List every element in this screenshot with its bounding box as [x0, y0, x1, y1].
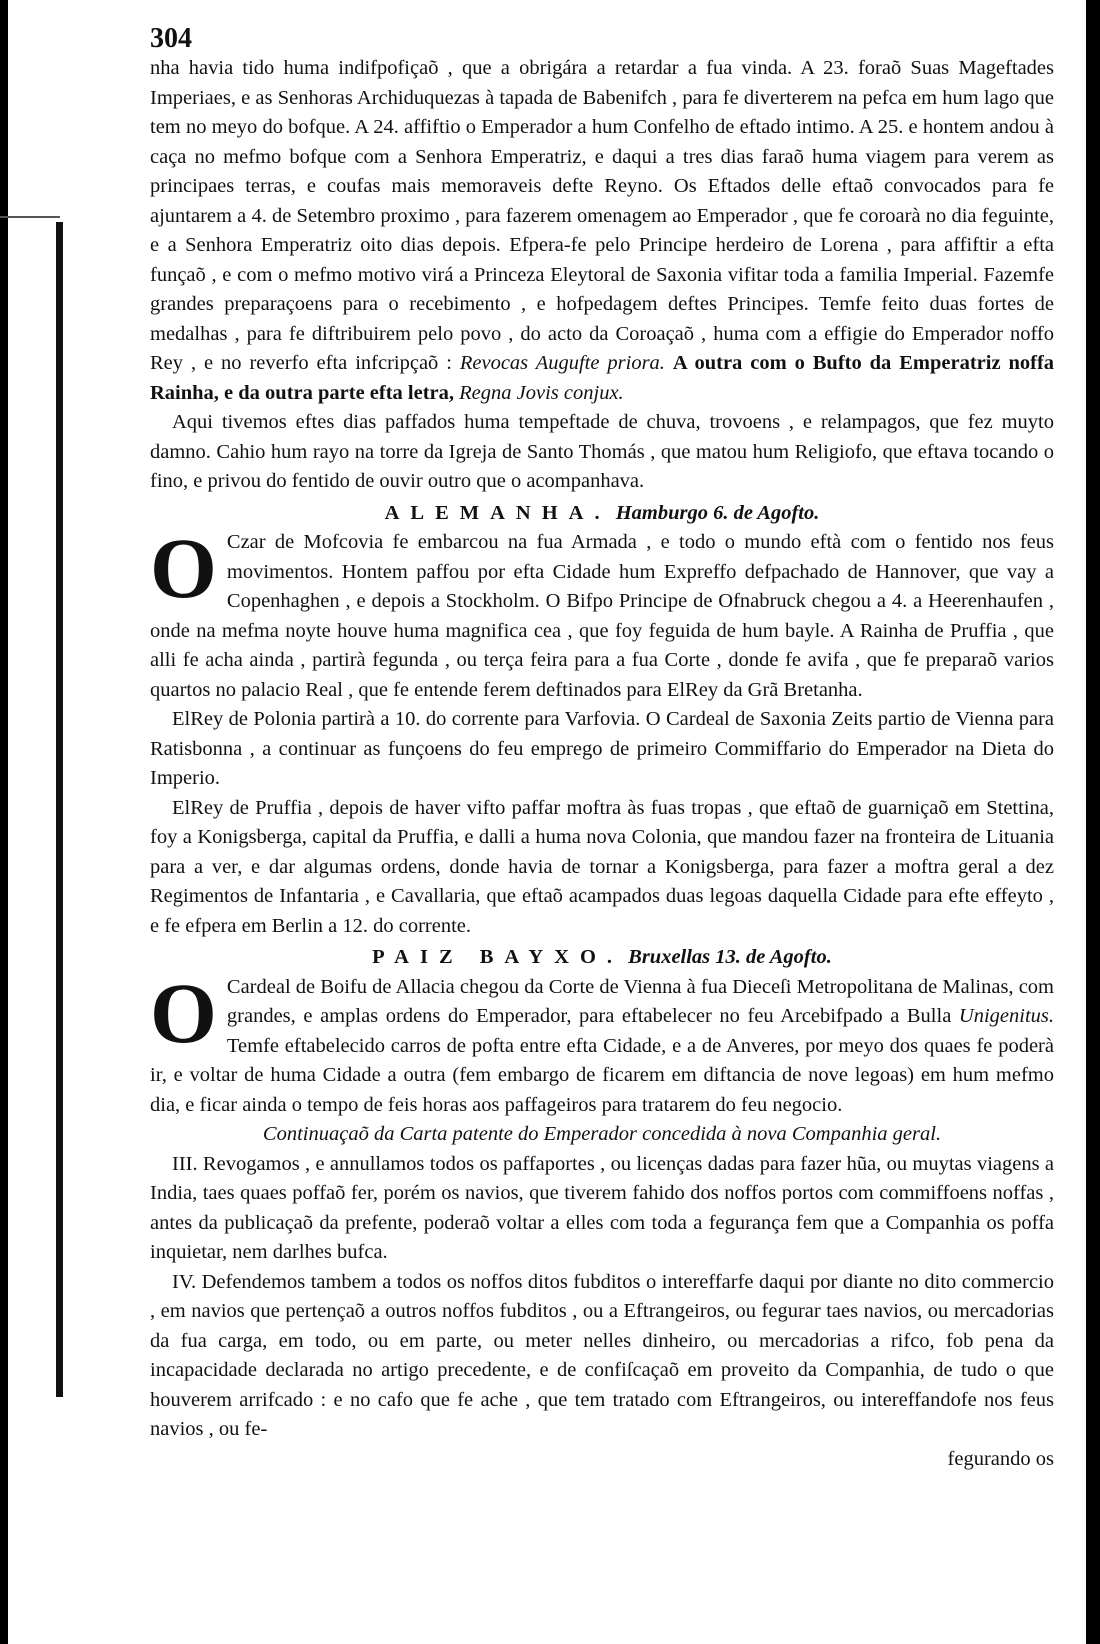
drop-cap: O — [150, 528, 217, 616]
page-right-edge — [1086, 0, 1100, 1644]
binding-mark — [0, 216, 60, 218]
medal-motto: Revocas Augufte priora. — [459, 352, 665, 374]
page-body — [150, 24, 1054, 1474]
catchword: fegurando os — [947, 1447, 1054, 1470]
paragraph-prev-2: Aqui tivemos eftes dias paffados huma tempeftade de chuva, trovoens , e relampagos, que fez muyto damno. Cahio hum rayo na torre da Igreja de Santo Thomás , que matou hum Religiofo, que eftava tocando o fino, e privou do fentido de ouvir outro que o acompanhava. — [150, 411, 1054, 492]
heading-netherlands — [150, 943, 1054, 973]
heading-dateline: Bruxellas 13. de Agofto. — [628, 946, 832, 968]
paragraph-germany-2: ElRey de Polonia partirà a 10. do corrente para Varfovia. O Cardeal de Saxonia Zeits partio de Vienna para Ratisbonna , a continuar as funçoens do feu emprego de primeiro Commiffario do Emperador na Dieta do Imperio. — [150, 708, 1054, 789]
paragraph-netherlands-1: O Cardeal de Boifu de Allacia chegou da Corte de Vienna à fua Dieceſi Metropolitana de Malinas, com grandes, e amplas ordens do Emperador, para eftabelecer no feu Arcebifpado a Bulla Unigenitus. Temfe eftabelecido carros de pofta entre efta Cidade, e a de Anveres, por meyo dos quaes fe poderà ir, e voltar de huma Cidade a outra (fem embargo de ficarem em diftancia de nove legoas) em hum mefmo dia, e ficar ainda o tempo de feis horas aos paffageiros para tratarem do feu negocio. — [150, 972, 1054, 1116]
decree-subtitle: Continuaçaõ da Carta patente do Emperador concedida à nova Companhia geral. — [262, 1123, 942, 1145]
article-3: III. Revogamos , e annullamos todos os paffaportes , ou licenças dadas para fazer hũa, ou muytas viagens a India, taes quaes poffaõ fer, porém os navios, que tiverem fahido dos noffos portos com commiffoens noffas , antes da publicaçaõ da prefente, poderaõ voltar a elles com toda a fegurança fem que a Companhia os poffa inquietar, nem darlhes bufca. — [150, 1152, 1054, 1263]
paragraph-germany-3: ElRey de Pruffia , depois de haver vifto paffar moftra às fuas tropas , que eftaõ de guarniçaõ em Stettina, foy a Konigsberga, capital da Pruffia, e dalli a huma nova Colonia, que mandou fazer na fronteira de Lituania para a ver, e dar algumas ordens, donde havia de tornar a Konigsberga, para fazer a moftra geral a dez Regimentos de Infantaria , e Cavallaria, que eftaõ acampados duas legoas daquella Cidade para efte effeyto , e fe efpera em Berlin a 12. do corrente. — [150, 796, 1054, 937]
heading-germany — [150, 499, 1054, 529]
medal-motto-2: Regna Jovis conjux. — [459, 381, 624, 404]
article-4: IV. Defendemos tambem a todos os noffos ditos fubditos o intereffarfe daqui por diante no dito commercio , em navios que pertençaõ a outros noffos fubditos , ou a Eftrangeiros, ou fegurar taes navios, ou mercadorias da fua carga, em todo, ou em parte, ou meter nelles dinheiro, ou mercadorias a rifco, fob pena da incapacidade declarada no artigo precedente, e de confiſcaçaõ em proveito da Companhia, de tudo o que houverem arrifcado : e no cafo que fe ache , que tem tratado com Eftrangeiros, ou intereffandofe nos feus navios , ou fe- — [150, 1270, 1054, 1440]
heading-dateline: Hamburgo 6. de Agofto. — [615, 501, 820, 524]
bulla-name: Unigenitus. — [958, 1005, 1054, 1027]
paragraph-germany-1: O Czar de Mofcovia fe embarcou na fua Armada , e todo o mundo eftà com o fentido nos feus movimentos. Hontem paffou por efta Cidade hum Expreffo defpachado de Hannover, que vay a Copenhaghen , e depois a Stockholm. O Bifpo Principe de Ofnabruck chegou a 4. a Heerenhaufen , onde na mefma noyte houve huma magnifica cea , que foy feguida de hum bayle. A Rainha de Pruffia , que alli fe acha ainda , partirà fegunda , ou terça feira para a fua Corte , donde fe avifa , que fe preparaõ varios quartos no palacio Real , que fe entende ferem deftinados para ElRey da Grã Bretanha. — [150, 528, 1054, 701]
heading-place: ALEMANHA. — [384, 501, 611, 524]
heading-place: PAIZ BAYXO. — [372, 946, 624, 968]
binding-spine — [56, 222, 63, 1397]
paragraph-prev-1: nha havia tido huma indifpofiçaõ , que a obrigára a retardar a fua vinda. A 23. foraõ Suas Mageftades Imperiaes, e as Senhoras Archiduquezas à tapada de Babenifch , para fe diverterem na pefca em hum lago que tem no meyo do bofque. A 24. affiftio o Emperador a hum Confelho de eftado intimo. A 25. e hontem andou à caça no mefmo bofque com a Senhora Emperatriz, e daqui a tres dias faraõ huma viagem para verem as principaes terras, e coufas mais memoraveis defte Reyno. Os Eftados delle eftaõ convocados para fe ajuntarem a 4. de Setembro proximo , para fazerem omenagem ao Emperador , que fe coroarà no dia feguinte, e a Senhora Emperatriz oito dias depois. Efpera-fe pelo Principe herdeiro de Lorena , para affiftir a efta funçaõ , e com o mefmo motivo virá a Princeza Eleytoral de Saxonia vifitar toda a familia Imperial. Fazemfe grandes preparaçoens para o recebimento , e hofpedagem deftes Principes. Temfe feito duas fortes de medalhas , para fe diftribuirem pelo povo , do acto da Coroaçaõ , huma com a effigie do Emperador noffo Rey , e no reverfo efta infcripçaõ : Revocas Augufte priora. A outra com o Bufto da Emperatriz noffa Rainha, e da outra parte efta letra, Regna Jovis conjux. — [150, 57, 1055, 404]
drop-cap: O — [150, 972, 217, 1061]
page-number: 304 — [150, 23, 192, 54]
page-left-edge — [0, 0, 8, 1644]
